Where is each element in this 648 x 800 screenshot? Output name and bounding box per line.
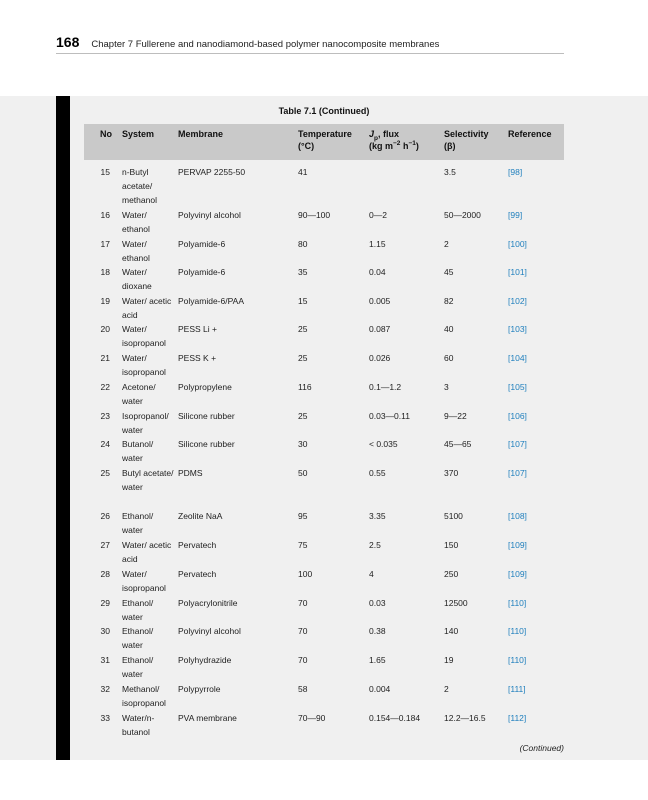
- cell-selectivity: 45—65: [444, 439, 472, 449]
- header-selectivity-line2: (β): [444, 141, 456, 151]
- table-row: [0, 711, 648, 739]
- cell-membrane: PERVAP 2255-50: [178, 167, 246, 177]
- cell-flux: 4: [369, 569, 374, 579]
- cell-no: 19: [100, 296, 110, 306]
- cell-no: 21: [100, 353, 110, 363]
- cell-selectivity: 3.5: [444, 167, 456, 177]
- table-row: [0, 351, 648, 379]
- cell-no: 28: [100, 569, 110, 579]
- cell-temperature: 25: [298, 411, 308, 421]
- cell-no: 25: [100, 468, 110, 478]
- cell-selectivity: 60: [444, 353, 454, 363]
- header-temperature-line2: (°C): [298, 141, 315, 151]
- cell-selectivity: 2: [444, 684, 449, 694]
- table-row: [0, 466, 648, 494]
- reference-link[interactable]: [98]: [508, 167, 523, 177]
- cell-selectivity: 45: [444, 267, 454, 277]
- header-reference: Reference: [508, 129, 552, 139]
- table-row: [0, 437, 648, 465]
- cell-membrane: Polyacrylonitrile: [178, 598, 238, 608]
- header-no: No: [100, 129, 112, 139]
- cell-flux: 1.15: [369, 239, 386, 249]
- table-row: [0, 538, 648, 566]
- cell-membrane: PDMS: [178, 468, 203, 478]
- reference-link[interactable]: [109]: [508, 540, 527, 550]
- cell-system: Water/n- butanol: [122, 713, 155, 737]
- cell-system: Butanol/ water: [122, 439, 154, 463]
- reference-link[interactable]: [103]: [508, 324, 527, 334]
- page-number: 168: [56, 34, 80, 50]
- reference-link[interactable]: [108]: [508, 511, 527, 521]
- cell-temperature: 70—90: [298, 713, 326, 723]
- cell-temperature: 35: [298, 267, 308, 277]
- cell-temperature: 50: [298, 468, 308, 478]
- cell-no: 22: [100, 382, 110, 392]
- cell-flux: 1.65: [369, 655, 386, 665]
- table-row: [0, 380, 648, 408]
- cell-membrane: PESS Li +: [178, 324, 217, 334]
- flux-unit-exp2: −1: [408, 140, 416, 147]
- cell-no: 20: [100, 324, 110, 334]
- cell-membrane: Polypyrrole: [178, 684, 221, 694]
- cell-no: 32: [100, 684, 110, 694]
- cell-temperature: 58: [298, 684, 308, 694]
- cell-membrane: Polyvinyl alcohol: [178, 210, 241, 220]
- cell-temperature: 70: [298, 626, 308, 636]
- reference-link[interactable]: [110]: [508, 655, 527, 665]
- reference-link[interactable]: [106]: [508, 411, 527, 421]
- cell-selectivity: 2: [444, 239, 449, 249]
- cell-temperature: 15: [298, 296, 308, 306]
- cell-membrane: Pervatech: [178, 540, 217, 550]
- continued-note: [440, 743, 564, 753]
- cell-no: 24: [100, 439, 110, 449]
- table-row: [0, 624, 648, 652]
- cell-no: 15: [100, 167, 110, 177]
- reference-link[interactable]: [110]: [508, 626, 527, 636]
- flux-subscript: p: [374, 134, 378, 142]
- cell-membrane: Polyamide-6: [178, 239, 226, 249]
- cell-flux: 2.5: [369, 540, 381, 550]
- cell-flux: 0.004: [369, 684, 391, 694]
- reference-link[interactable]: [104]: [508, 353, 527, 363]
- cell-no: 33: [100, 713, 110, 723]
- cell-system: Ethanol/ water: [122, 626, 154, 650]
- cell-no: 23: [100, 411, 110, 421]
- cell-no: 30: [100, 626, 110, 636]
- cell-membrane: Polyvinyl alcohol: [178, 626, 241, 636]
- cell-flux: 0.03: [369, 598, 386, 608]
- cell-membrane: Polypropylene: [178, 382, 232, 392]
- cell-no: 18: [100, 267, 110, 277]
- cell-system: Water/ ethanol: [122, 210, 150, 234]
- cell-temperature: 25: [298, 324, 308, 334]
- header-temperature-line1: Temperature: [298, 129, 352, 139]
- cell-selectivity: 50—2000: [444, 210, 481, 220]
- table-row: [0, 509, 648, 537]
- cell-temperature: 41: [298, 167, 308, 177]
- table-row: [0, 567, 648, 595]
- cell-system: Water/ isopropanol: [122, 353, 166, 377]
- cell-temperature: 70: [298, 598, 308, 608]
- cell-system: Water/ dioxane: [122, 267, 152, 291]
- running-title: Chapter 7 Fullerene and nanodiamond-based polymer nanocomposite membranes: [91, 39, 440, 50]
- cell-no: 27: [100, 540, 110, 550]
- cell-flux: 0.087: [369, 324, 391, 334]
- cell-temperature: 100: [298, 569, 313, 579]
- table-caption: Table 7.1 (Continued): [278, 106, 370, 116]
- cell-selectivity: 150: [444, 540, 459, 550]
- cell-flux: 0.154—0.184: [369, 713, 421, 723]
- reference-link[interactable]: [99]: [508, 210, 523, 220]
- cell-selectivity: 5100: [444, 511, 463, 521]
- table-row: [0, 409, 648, 437]
- cell-flux: 0.1—1.2: [369, 382, 402, 392]
- cell-membrane: Polyamide-6: [178, 267, 226, 277]
- reference-link[interactable]: [101]: [508, 267, 527, 277]
- cell-temperature: 90—100: [298, 210, 331, 220]
- table-row: [0, 682, 648, 710]
- flux-unit-post: ): [415, 141, 419, 151]
- cell-system: Water/ isopropanol: [122, 569, 166, 593]
- cell-selectivity: 82: [444, 296, 454, 306]
- cell-system: Water/ acetic acid: [122, 296, 172, 320]
- reference-link[interactable]: [102]: [508, 296, 527, 306]
- flux-unit-pre: (kg m: [369, 141, 394, 151]
- reference-link[interactable]: [107]: [508, 439, 527, 449]
- cell-selectivity: 12.2—16.5: [444, 713, 486, 723]
- cell-membrane: PVA membrane: [178, 713, 237, 723]
- cell-selectivity: 9—22: [444, 411, 467, 421]
- cell-flux: 0.38: [369, 626, 386, 636]
- cell-system: Water/ isopropanol: [122, 324, 166, 348]
- cell-system: Methanol/ isopropanol: [122, 684, 166, 708]
- reference-link[interactable]: [111]: [508, 684, 526, 694]
- table-row: [0, 165, 648, 205]
- table-row: [0, 653, 648, 681]
- cell-membrane: PESS K +: [178, 353, 217, 363]
- cell-selectivity: 12500: [444, 598, 468, 608]
- cell-flux: 0.03—0.11: [369, 411, 410, 421]
- table-row: [0, 265, 648, 293]
- cell-no: 16: [100, 210, 110, 220]
- cell-flux: < 0.035: [369, 439, 398, 449]
- cell-temperature: 30: [298, 439, 308, 449]
- header-system: System: [122, 129, 155, 139]
- cell-temperature: 25: [298, 353, 308, 363]
- reference-link[interactable]: [112]: [508, 713, 527, 723]
- cell-temperature: 116: [298, 382, 312, 392]
- cell-membrane: Polyhydrazide: [178, 655, 232, 665]
- cell-selectivity: 40: [444, 324, 454, 334]
- cell-membrane: Pervatech: [178, 569, 217, 579]
- flux-symbol: J: [369, 129, 375, 139]
- header-selectivity-line1: Selectivity: [444, 129, 489, 139]
- reference-link[interactable]: [110]: [508, 598, 527, 608]
- cell-flux: 3.35: [369, 511, 386, 521]
- cell-flux: 0—2: [369, 210, 387, 220]
- cell-flux: 0.026: [369, 353, 391, 363]
- cell-temperature: 70: [298, 655, 308, 665]
- cell-temperature: 75: [298, 540, 308, 550]
- cell-flux: 0.55: [369, 468, 386, 478]
- table-row: [0, 237, 648, 265]
- table-row: [0, 322, 648, 350]
- reference-link[interactable]: [107]: [508, 468, 527, 478]
- cell-temperature: 95: [298, 511, 308, 521]
- cell-system: Ethanol/ water: [122, 598, 154, 622]
- reference-link[interactable]: [105]: [508, 382, 527, 392]
- continued-label: (Continued): [519, 743, 564, 753]
- cell-membrane: Zeolite NaA: [178, 511, 223, 521]
- cell-selectivity: 370: [444, 468, 459, 478]
- cell-membrane: Silicone rubber: [178, 439, 235, 449]
- cell-no: 17: [100, 239, 110, 249]
- flux-label: , flux: [378, 129, 400, 139]
- cell-selectivity: 19: [444, 655, 454, 665]
- cell-no: 31: [100, 655, 110, 665]
- cell-system: Butyl acetate/ water: [122, 468, 174, 492]
- cell-flux: 0.04: [369, 267, 386, 277]
- cell-flux: 0.005: [369, 296, 391, 306]
- cell-system: Water/ acetic acid: [122, 540, 172, 564]
- table-row: [0, 596, 648, 624]
- cell-membrane: Silicone rubber: [178, 411, 235, 421]
- table-row: [0, 208, 648, 236]
- cell-temperature: 80: [298, 239, 308, 249]
- flux-unit-exp1: −2: [393, 140, 401, 147]
- cell-membrane: Polyamide-6/PAA: [178, 296, 244, 306]
- cell-system: Acetone/ water: [122, 382, 156, 406]
- cell-system: Ethanol/ water: [122, 655, 154, 679]
- flux-unit-mid: h: [400, 141, 409, 151]
- table-row: [0, 294, 648, 322]
- reference-link[interactable]: [100]: [508, 239, 527, 249]
- cell-system: n-Butyl acetate/ methanol: [122, 167, 157, 205]
- cell-system: Water/ ethanol: [122, 239, 150, 263]
- cell-selectivity: 250: [444, 569, 459, 579]
- cell-system: Ethanol/ water: [122, 511, 154, 535]
- header-membrane: Membrane: [178, 129, 224, 139]
- cell-selectivity: 3: [444, 382, 449, 392]
- reference-link[interactable]: [109]: [508, 569, 527, 579]
- cell-no: 29: [100, 598, 110, 608]
- cell-system: Isopropanol/ water: [122, 411, 169, 435]
- cell-selectivity: 140: [444, 626, 459, 636]
- cell-no: 26: [100, 511, 110, 521]
